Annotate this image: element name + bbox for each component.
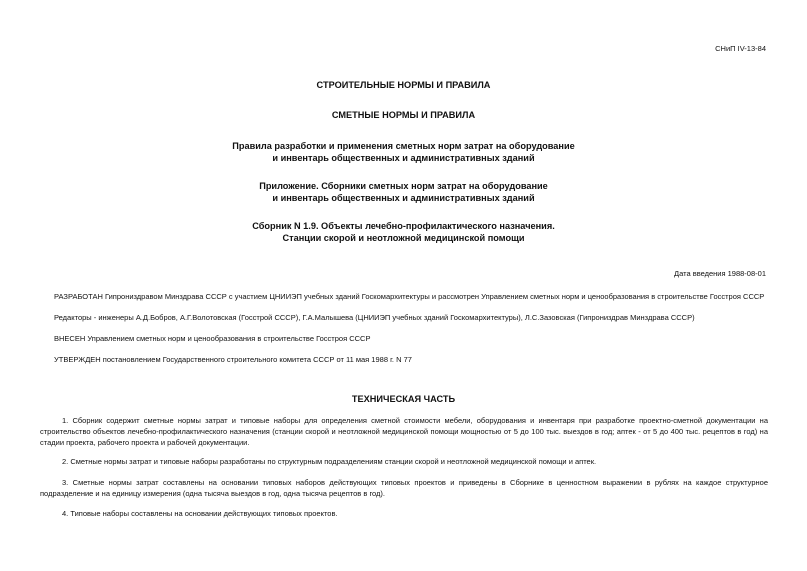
rules-title <box>0 140 807 164</box>
subtitle <box>0 109 807 121</box>
rules-title-line1: Правила разработки и применения сметных норм затрат на оборудование <box>232 141 575 151</box>
paragraph-2: 2. Сметные нормы затрат и типовые наборы разработаны по структурным подразделениям станции скорой и неотложной медицинской помощи и аптек. <box>62 457 597 466</box>
main-title <box>0 79 807 91</box>
appendix-title <box>0 180 807 204</box>
editors: Редакторы - инженеры А.Д.Бобров, А.Г.Волотовская (Госстрой СССР), Г.А.Малышева (ЦНИИЭП учебных зданий Госкомархитектуры), Л.С.Зазовская (Гипрониздрав Минздрава СССР) <box>54 313 695 322</box>
introduction-date: Дата введения 1988-08-01 <box>674 269 766 278</box>
developed-by: РАЗРАБОТАН Гипрониздравом Минздрава СССР с участием ЦНИИЭП учебных зданий Госкомархитектуры и рассмотрен Управлением сметных норм и ценообразования в строительстве Госстроя СССР <box>54 292 765 301</box>
collection-title-line2: Станции скорой и неотложной медицинской помощи <box>282 233 525 243</box>
paragraph-1: 1. Сборник содержит сметные нормы затрат и типовые наборы для определения сметной стоимости мебели, оборудования и инвентаря при разработке проектно-сметной документации на строительство объектов лечебно-профилактического назначения (станции скорой и неотложной медицинской помощи мощностью от 5 до 100 тыс. выездов в год; аптек - от 5 до 400 тыс. рецептов в год) на стадии проекта, рабочего проекта и рабочей документации. <box>40 416 768 447</box>
subtitle-text: СМЕТНЫЕ НОРМЫ И ПРАВИЛА <box>331 110 476 120</box>
paragraph-4: 4. Типовые наборы составлены на основании действующих типовых проектов. <box>62 509 338 518</box>
collection-title-line1: Сборник N 1.9. Объекты лечебно-профилактического назначения. <box>252 221 555 231</box>
appendix-title-line1: Приложение. Сборники сметных норм затрат на оборудование <box>259 181 548 191</box>
collection-title <box>0 220 807 244</box>
document-code: СНиП IV-13-84 <box>715 44 766 53</box>
main-title-text: СТРОИТЕЛЬНЫЕ НОРМЫ И ПРАВИЛА <box>316 80 491 90</box>
introduced-by: ВНЕСЕН Управлением сметных норм и ценообразования в строительстве Госстроя СССР <box>54 334 371 343</box>
paragraph-3: 3. Сметные нормы затрат составлены на основании типовых наборов действующих типовых проектов и приведены в Сборнике в ценностном выражении в рублях на каждое структурное подразделение и на единицу измерения (одна тысяча выездов в год, одна тысяча рецептов в год). <box>40 478 768 498</box>
appendix-title-line2: и инвентарь общественных и административных зданий <box>272 193 535 203</box>
technical-part-title: ТЕХНИЧЕСКАЯ ЧАСТЬ <box>351 394 456 404</box>
rules-title-line2: и инвентарь общественных и административных зданий <box>272 153 535 163</box>
approved-by: УТВЕРЖДЕН постановлением Государственного строительного комитета СССР от 11 мая 1988 г. N 77 <box>54 355 412 364</box>
